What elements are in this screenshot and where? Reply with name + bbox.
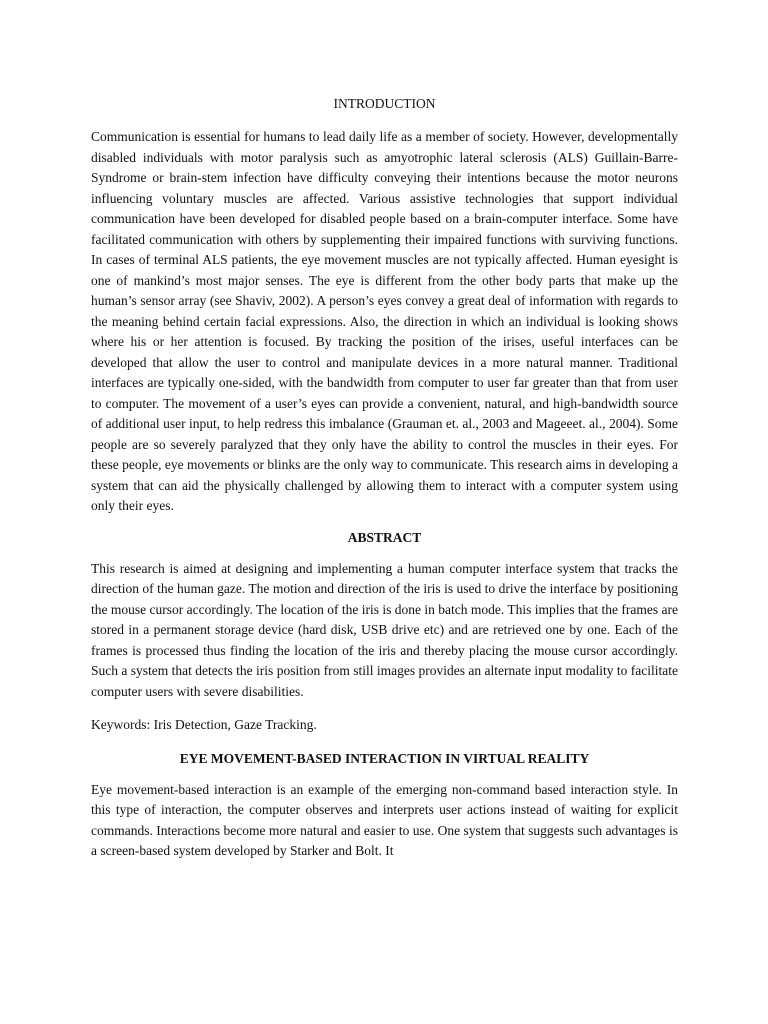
eye-movement-paragraph: Eye movement-based interaction is an example of the emerging non-command based interaction style. In this type of interaction, the computer observes and interprets user actions instead of waiting for explicit commands. Interactions become more natural and easier to use. One system that suggests such advantages is a screen-based system developed by Starker and Bolt. It: [91, 781, 678, 858]
eye-movement-heading: EYE MOVEMENT-BASED INTERACTION IN VIRTUAL REALITY: [179, 750, 590, 766]
introduction-paragraph: Communication is essential for humans to lead daily life as a member of society. However, developmentally disabled individuals with motor paralysis such as amyotrophic lateral sclerosis (ALS) Guillain-Barre-Syndrome or brain-stem infection have difficulty conveying their intentions because the motor neurons influencing voluntary muscles are affected. Various assistive technologies that support individual communication have been developed for disabled people based on a brain-computer interface. Some have facilitated communication with others by supplementing their impaired functions with surviving functions. In cases of terminal ALS patients, the eye movement muscles are not typically affected. Human eyesight is one of mankind’s most major senses. The eye is different from the other body parts that make up the human’s sensor array (see Shaviv, 2002). A person’s eyes convey a great deal of information with regards to the meaning behind certain facial expressions. Also, the direction in which an individual is looking shows where his or her attention is focused. By tracking the position of the irises, useful interfaces can be developed that allow the user to control and manipulate devices in a more natural manner. Traditional interfaces are typically one-sided, with the bandwidth from computer to user far greater than that from user to computer. The movement of a user’s eyes can provide a convenient, natural, and high-bandwidth source of additional user input, to help redress this imbalance (Grauman et. al., 2003 and Mageeet. al., 2004). Some people are so severely paralyzed that they only have the ability to control the muscles in their eyes. For these people, eye movements or blinks are the only way to communicate. This research aims in developing a system that can aid the physically challenged by allowing them to interact with a computer system using only their eyes.: [91, 129, 678, 513]
abstract-heading: ABSTRACT: [347, 529, 422, 545]
abstract-paragraph: This research is aimed at designing and implementing a human computer interface system that tracks the direction of the human gaze. The motion and direction of the iris is used to drive the interface by positioning the mouse cursor accordingly. The location of the iris is done in batch mode. This implies that the frames are stored in a permanent storage device (hard disk, USB drive etc) and are retrieved one by one. Each of the frames is processed thus finding the location of the iris and thereby placing the mouse cursor accordingly. Such a system that detects the iris position from still images provides an alternate input modality to facilitate computer users with severe disabilities.: [91, 560, 678, 699]
introduction-heading: INTRODUCTION: [333, 96, 436, 111]
keywords-line: Keywords: Iris Detection, Gaze Tracking.: [91, 717, 317, 732]
